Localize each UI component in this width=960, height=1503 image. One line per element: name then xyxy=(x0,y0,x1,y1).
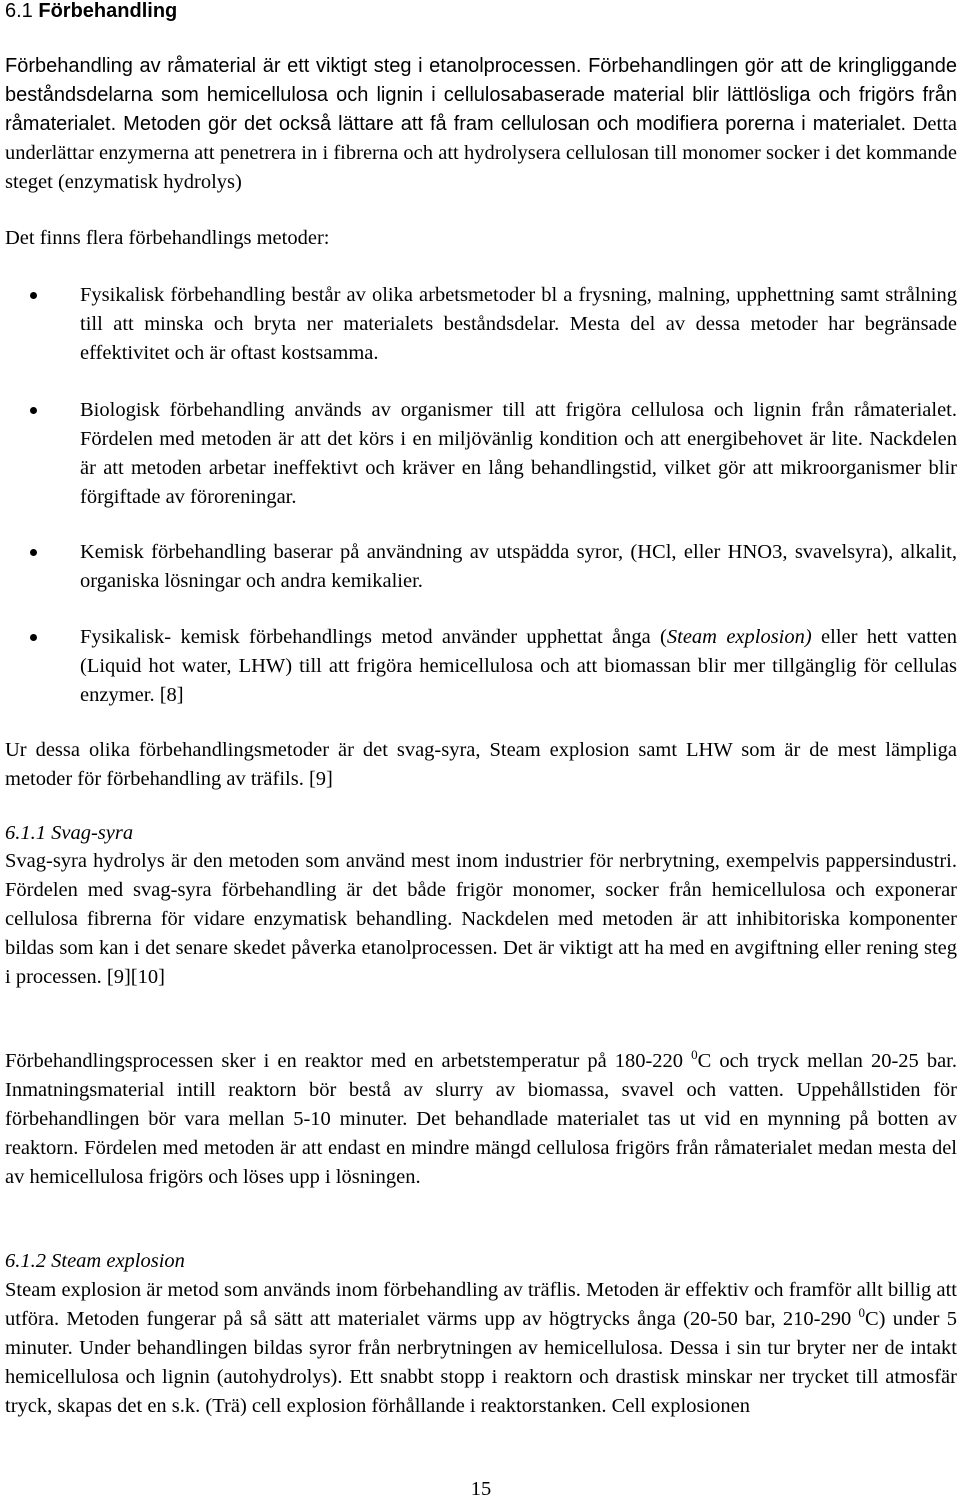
svag-syra-text-b: C och tryck mellan 20-25 bar. Inmatningsmaterial intill reaktorn bör bestå av slurry av biomassa, svavel och vatten. Uppehållstiden för förbehandlingen bör vara mellan 5-10 minuter. Det behandlade materialet tas ut vid en mynning på botten av reaktorn. Fördelen med metoden är att endast en mindre mängd cellulosa frigörs från råmaterialet medan mesta del av hemicellulosa frigörs och löses upp i lösningen. xyxy=(5,1050,957,1188)
svag-syra-text-a: Förbehandlingsprocessen sker i en reaktor med en arbetstemperatur på 180-220 xyxy=(5,1050,692,1072)
svag-syra-paragraph-1: Svag-syra hydrolys är den metoden som använd mest inom industrier för nerbrytning, exempelvis pappersindustri. Fördelen med svag-syra förbehandling är det både frigör monomer, socker från hemicellulosa och exponerar cellulosa fibrerna för vidare enzymatisk behandling. Nackdelen med metoden är att inhibitoriska komponenter bildas som kan i det senare skedet påverka etanolprocessen. Det är viktigt att ha med en avgiftning eller rening steg i processen. [9][10] xyxy=(5,850,957,988)
list-item-text xyxy=(80,623,957,710)
degree-superscript: 0 xyxy=(858,1305,865,1321)
degree-superscript: 0 xyxy=(691,1047,698,1063)
page-number: 15 xyxy=(470,1478,492,1500)
bullet-icon xyxy=(30,407,37,414)
bullet-icon xyxy=(30,634,37,641)
list-item-text: Biologisk förbehandling används av organismer till att frigöra cellulosa och lignin från råmaterialet. Fördelen med metoden är att det körs i en miljövänlig kondition och att energibehovet är lite. Nackdelen är att metoden arbetar ineffektivt och kräver en lång behandlingstid, vilket gör att mikroorganismer blir förgiftade av föroreningar. xyxy=(80,399,957,508)
section-title: Förbehandling xyxy=(38,0,178,22)
subsection-title: Steam explosion xyxy=(51,1250,185,1272)
subsection-heading xyxy=(5,1248,185,1274)
svag-syra-paragraph-2 xyxy=(5,1047,957,1192)
section-heading xyxy=(5,0,177,24)
subsection-heading xyxy=(5,820,133,846)
list-item-text: Fysikalisk förbehandling består av olika arbetsmetoder bl a frysning, malning, upphettning samt strålning till att minska och bryta ner materialets beståndsdelar. Mesta del av dessa metoder har begränsade effektivitet och är oftast kostsamma. xyxy=(80,284,957,364)
steam-explosion-paragraph xyxy=(5,1276,957,1421)
intro-text-sans: Förbehandling av råmaterial är ett viktigt steg i etanolprocessen. Förbehandlingen gör att de kringliggande beståndsdelarna som hemicellulosa och lignin i cellulosabaserade material blir lättlösliga och frigörs från råmaterialet. Metoden gör det också lättare att få fram cellulosan och modifiera porerna i materialet. xyxy=(5,55,957,135)
list-item-text-b: eller hett vatten (Liquid hot water, LHW) till att frigöra hemicellulosa och att biomassan blir mer tillgänglig för cellulas enzymer. [8] xyxy=(80,626,957,706)
intro-paragraph xyxy=(5,52,957,197)
methods-intro: Det finns flera förbehandlings metoder: xyxy=(5,227,330,249)
steam-text-a: Steam explosion är metod som används inom förbehandling av träflis. Metoden är effektiv och framför allt billig att utföra. Metoden fungerar på så sätt att materialet värms upp av högtrycks ånga (20-50 bar, 210-290 xyxy=(5,1279,957,1330)
section-number: 6.1 xyxy=(5,0,33,22)
list-item-text: Kemisk förbehandling baserar på användning av utspädda syror, (HCl, eller HNO3, svavelsyra), alkalit, organiska lösningar och andra kemikalier. xyxy=(80,541,957,592)
steam-text-b: C) under 5 minuter. Under behandlingen bildas syror från nerbrytningen av hemicellulosa. Dessa i sin tur bryter ner de intakt hemicellulosa och lignin (autohydrolys). Ett snabbt stopp i reaktorn och drastisk minskar ner trycket till atmosfär tryck, skapas det en s.k. (Trä) cell explosion förhållande i reaktorstanken. Cell explosionen xyxy=(5,1308,957,1417)
subsection-number: 6.1.2 xyxy=(5,1250,46,1272)
list-item-text-a: Fysikalisk- kemisk förbehandlings metod använder upphettat ånga ( xyxy=(80,626,667,648)
bullet-icon xyxy=(30,292,37,299)
subsection-title: Svag-syra xyxy=(51,822,134,844)
list-item-text-italic: Steam explosion) xyxy=(666,626,812,648)
subsection-number: 6.1.1 xyxy=(5,822,46,844)
conclusion-paragraph: Ur dessa olika förbehandlingsmetoder är det svag-syra, Steam explosion samt LHW som är de mest lämpliga metoder för förbehandling av träfils. [9] xyxy=(5,739,957,790)
bullet-icon xyxy=(30,549,37,556)
intro-text-serif: Detta underlättar enzymerna att penetrera in i fibrerna och att hydrolysera cellulosan till monomer socker i det kommande steget (enzymatisk hydrolys) xyxy=(5,113,957,193)
